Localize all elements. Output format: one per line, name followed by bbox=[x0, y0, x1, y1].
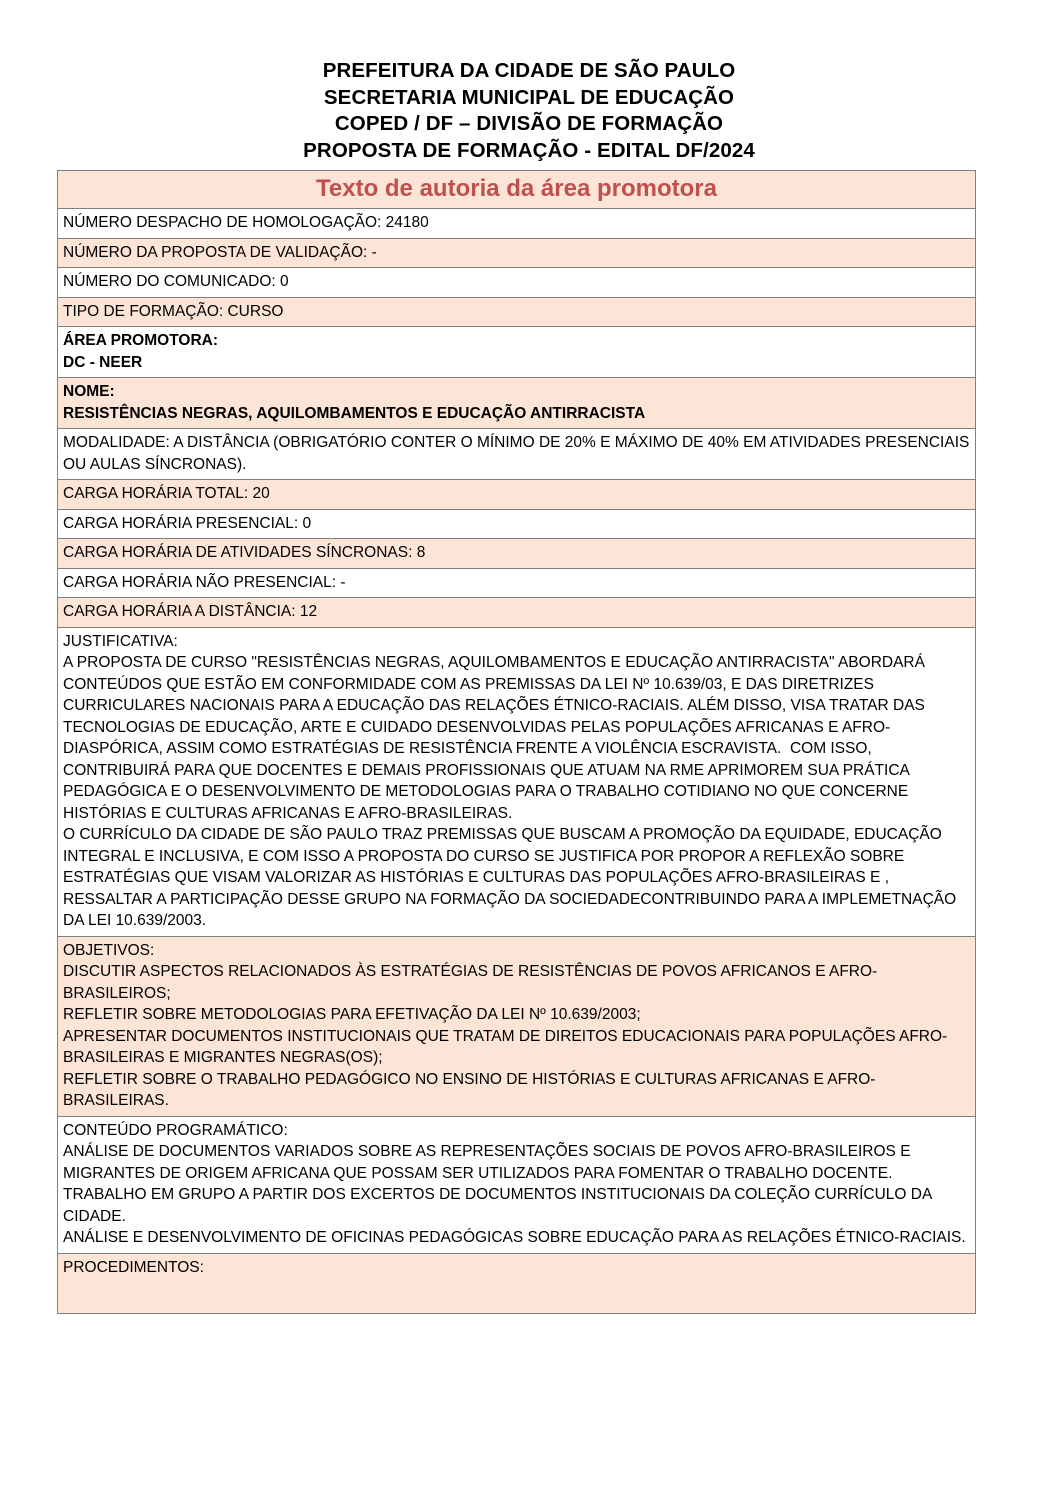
table-row-banner bbox=[58, 171, 976, 209]
document-header bbox=[0, 0, 1058, 164]
proposta-table-wrapper bbox=[57, 170, 976, 1314]
table-row-carga-presencial bbox=[58, 509, 976, 539]
procedimentos-label: PROCEDIMENTOS: bbox=[63, 1258, 204, 1276]
justificativa-paragraph-1: A PROPOSTA DE CURSO "RESISTÊNCIAS NEGRAS, AQUILOMBAMENTOS E EDUCAÇÃO ANTIRRACISTA" ABORDARÁ CONTEÚDOS QUE ESTÃO EM CONFORMIDADE COM AS PREMISSAS DA LEI Nº 10.639/03, E DAS DIRETRIZES CURRICULARES NACIONAIS PARA A EDUCAÇÃO DAS RELAÇÕES ÉTNICO-RACIAIS. ALÉM DISSO, VISA TRATAR DAS TECNOLOGIAS DE EDUCAÇÃO, ARTE E CUIDADO DESENVOLVIDAS PELAS POPULAÇÕES AFRICANAS E AFRO-DIASPÓRICA, ASSIM COMO ESTRATÉGIAS DE RESISTÊNCIA FRENTE A VIOLÊNCIA ESCRAVISTA. COM ISSO, CONTRIBUIRÁ PARA QUE DOCENTES E DEMAIS PROFISSIONAIS QUE ATUAM NA RME APRIMOREM SUA PRÁTICA PEDAGÓGICA E O DESENVOLVIMENTO DE METODOLOGIAS PARA O TRABALHO COTIDIANO NO QUE CONCERNE HISTÓRIAS E CULTURAS AFRICANAS E AFRO-BRASILEIRAS. bbox=[63, 654, 930, 822]
table-row-numero-proposta bbox=[58, 238, 976, 268]
header-line-prefeitura: PREFEITURA DA CIDADE DE SÃO PAULO bbox=[322, 59, 736, 82]
table-row-numero-despacho bbox=[58, 209, 976, 239]
table-row-carga-total bbox=[58, 480, 976, 510]
objetivos-item-3: APRESENTAR DOCUMENTOS INSTITUCIONAIS QUE TRATAM DE DIREITOS EDUCACIONAIS PARA POPULAÇÕES AFRO-BRASILEIRAS E MIGRANTES NEGRAS(OS); bbox=[63, 1027, 948, 1066]
cell-modalidade: MODALIDADE: A DISTÂNCIA (OBRIGATÓRIO CONTER O MÍNIMO DE 20% E MÁXIMO DE 40% EM ATIVIDADES PRESENCIAIS OU AULAS SÍNCRONAS). bbox=[58, 429, 976, 480]
cell-conteudo-programatico bbox=[58, 1116, 976, 1253]
table-row-carga-sincronas bbox=[58, 539, 976, 569]
objetivos-label: OBJETIVOS: bbox=[63, 941, 155, 959]
cell-carga-distancia: CARGA HORÁRIA A DISTÂNCIA: 12 bbox=[58, 598, 976, 628]
cell-nome bbox=[58, 378, 976, 429]
objetivos-item-4: REFLETIR SOBRE O TRABALHO PEDAGÓGICO NO ENSINO DE HISTÓRIAS E CULTURAS AFRICANAS E AFRO-BRASILEIRAS. bbox=[63, 1070, 876, 1109]
conteudo-item-1: ANÁLISE DE DOCUMENTOS VARIADOS SOBRE AS REPRESENTAÇÕES SOCIAIS DE POVOS AFRO-BRASILEIROS E MIGRANTES DE ORIGEM AFRICANA QUE POSSAM SER UTILIZADOS PARA FOMENTAR O TRABALHO DOCENTE. bbox=[63, 1143, 915, 1182]
table-row-nome bbox=[58, 378, 976, 429]
cell-carga-presencial: CARGA HORÁRIA PRESENCIAL: 0 bbox=[58, 509, 976, 539]
table-row-objetivos bbox=[58, 936, 976, 1116]
cell-justificativa bbox=[58, 627, 976, 936]
banner-label: Texto de autoria da área promotora bbox=[316, 175, 717, 202]
objetivos-item-1: DISCUTIR ASPECTOS RELACIONADOS ÀS ESTRATÉGIAS DE RESISTÊNCIAS DE POVOS AFRICANOS E AFRO-BRASILEIROS; bbox=[63, 963, 878, 1002]
conteudo-label: CONTEÚDO PROGRAMÁTICO: bbox=[63, 1121, 288, 1139]
justificativa-paragraph-2: O CURRÍCULO DA CIDADE DE SÃO PAULO TRAZ PREMISSAS QUE BUSCAM A PROMOÇÃO DA EQUIDADE, EDUCAÇÃO INTEGRAL E INCLUSIVA, E COM ISSO A PROPOSTA DO CURSO SE JUSTIFICA POR PROPOR A REFLEXÃO SOBRE ESTRATÉGIAS QUE VISAM VALORIZAR AS HISTÓRIAS E CULTURAS DAS POPULAÇÕES AFRO-BRASILEIRAS E , RESSALTAR A PARTICIPAÇÃO DESSE GRUPO NA FORMAÇÃO DA SOCIEDADECONTRIBUINDO PARA A IMPLEMETNAÇÃO DA LEI 10.639/2003. bbox=[63, 826, 961, 929]
table-row-procedimentos bbox=[58, 1253, 976, 1313]
cell-numero-despacho: NÚMERO DESPACHO DE HOMOLOGAÇÃO: 24180 bbox=[58, 209, 976, 239]
table-row-area-promotora bbox=[58, 327, 976, 378]
table-row-numero-comunicado bbox=[58, 268, 976, 298]
header-line-secretaria: SECRETARIA MUNICIPAL DE EDUCAÇÃO bbox=[323, 85, 735, 109]
proposta-table bbox=[57, 170, 976, 1314]
cell-carga-nao-presencial: CARGA HORÁRIA NÃO PRESENCIAL: - bbox=[58, 568, 976, 598]
table-row-carga-nao-presencial bbox=[58, 568, 976, 598]
conteudo-item-3: ANÁLISE E DESENVOLVIMENTO DE OFICINAS PEDAGÓGICAS SOBRE EDUCAÇÃO PARA AS RELAÇÕES ÉTNICO-RACIAIS. bbox=[63, 1229, 966, 1246]
table-row-modalidade bbox=[58, 429, 976, 480]
header-line-proposta: PROPOSTA DE FORMAÇÃO - EDITAL DF/2024 bbox=[303, 138, 755, 162]
table-row-conteudo-programatico bbox=[58, 1116, 976, 1253]
area-promotora-label: ÁREA PROMOTORA: bbox=[63, 332, 218, 349]
cell-numero-proposta: NÚMERO DA PROPOSTA DE VALIDAÇÃO: - bbox=[58, 238, 976, 268]
cell-carga-sincronas: CARGA HORÁRIA DE ATIVIDADES SÍNCRONAS: 8 bbox=[58, 539, 976, 569]
justificativa-label: JUSTIFICATIVA: bbox=[63, 632, 178, 650]
header-line-coped: COPED / DF – DIVISÃO DE FORMAÇÃO bbox=[334, 112, 724, 135]
cell-procedimentos bbox=[58, 1253, 976, 1313]
cell-numero-comunicado: NÚMERO DO COMUNICADO: 0 bbox=[58, 268, 976, 298]
table-row-tipo-formacao bbox=[58, 297, 976, 327]
objetivos-item-2: REFLETIR SOBRE METODOLOGIAS PARA EFETIVAÇÃO DA LEI Nº 10.639/2003; bbox=[63, 1006, 641, 1023]
conteudo-item-2: TRABALHO EM GRUPO A PARTIR DOS EXCERTOS DE DOCUMENTOS INSTITUCIONAIS DA COLEÇÃO CURRÍCULO DA CIDADE. bbox=[63, 1186, 936, 1225]
cell-tipo-formacao: TIPO DE FORMAÇÃO: CURSO bbox=[58, 297, 976, 327]
area-promotora-value: DC - NEER bbox=[63, 353, 143, 371]
cell-objetivos bbox=[58, 936, 976, 1116]
nome-value: RESISTÊNCIAS NEGRAS, AQUILOMBAMENTOS E EDUCAÇÃO ANTIRRACISTA bbox=[63, 404, 646, 422]
cell-area-promotora bbox=[58, 327, 976, 378]
nome-label: NOME: bbox=[63, 383, 115, 400]
banner-cell bbox=[58, 171, 976, 209]
table-row-justificativa bbox=[58, 627, 976, 936]
cell-carga-total: CARGA HORÁRIA TOTAL: 20 bbox=[58, 480, 976, 510]
table-row-carga-distancia bbox=[58, 598, 976, 628]
